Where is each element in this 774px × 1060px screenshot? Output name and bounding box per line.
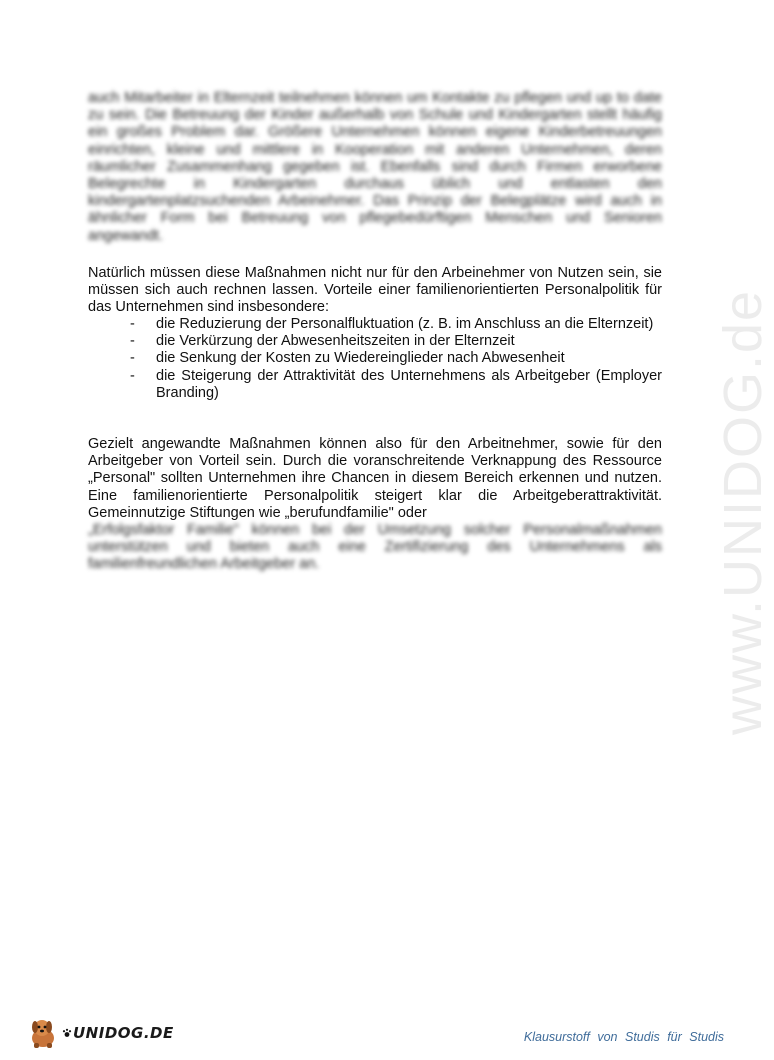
paragraph-advantages-intro: Natürlich müssen diese Maßnahmen nicht nur für den Arbeinehmer von Nutzen sein, sie müssen sich auch rechnen lassen. Vorteile einer familienorientierten Personalpolitik für das Unternehmen sind insbesondere:: [88, 265, 662, 316]
list-item: [130, 350, 662, 367]
logo-text: UNIDOG.DE: [73, 1024, 174, 1042]
bullet-marker: -: [130, 350, 135, 367]
list-item: [130, 368, 662, 402]
list-item-text: die Verkürzung der Abwesenheitszeiten in der Elternzeit: [156, 333, 515, 350]
bullet-marker: -: [130, 316, 135, 332]
bullet-marker: -: [130, 333, 135, 350]
list-item-text: die Senkung der Kosten zu Wiedereinglieder nach Abwesenheit: [156, 350, 565, 367]
footer-logo[interactable]: [26, 1015, 174, 1051]
list-item-text: die Steigerung der Attraktivität des Unternehmens als Arbeitgeber (Employer Branding): [156, 367, 662, 401]
bullet-marker: -: [130, 367, 135, 384]
site-watermark: www.UNIDOG.de: [713, 288, 773, 735]
paragraph-conclusion: Gezielt angewandte Maßnahmen können also für den Arbeitnehmer, sowie für den Arbeitgeber von Vorteil sein. Durch die voranschreitende Verknappung des Ressource „Personal" sollten Unternehmen ihre Chancen in diesem Bereich erkennen und nutzen. Eine familienorientierte Personalpolitik steigert klar die Arbeitgeberattraktivität. Gemeinnutzige Stiftungen wie „berufundfamilie" oder: [88, 436, 662, 521]
blurred-paragraph-top: auch Mitarbeiter in Elternzeit teilnehmen können um Kontakte zu pflegen und up to date zu sein. Die Betreuung der Kinder außerhalb von Schule und Kindergarten stellt häufig ein großes Problem dar. Größere Unternehmen können eigene Kinderbetreuungen einrichten, kleine und mittlere in Kooperation mit anderen Unternehmen, deren räumlicher Zusammenhang gegeben ist. Ebenfalls sind durch Firmen erworbene Belegrechte in Kindergarten durchaus üblich und entlasten den kindergartenplatzsuchenden Arbeinehmer. Das Prinzip der Belegplätze wird auch in ähnlicher Form bei Betreuung von pflegebedürftigen Menschen und Senioren angewandt.: [88, 90, 662, 244]
advantages-list: [130, 316, 662, 402]
dog-icon: [26, 1016, 60, 1050]
list-item: [130, 333, 662, 350]
blurred-paragraph-bottom: „Erfolgsfaktor Familie" können bei der Umsetzung solcher Personalmaßnahmen unterstützen und bieten auch eine Zertifizierung des Unternehmens als familienfreundlichen Arbeitgeber an.: [88, 522, 662, 573]
list-item: [130, 316, 662, 333]
footer-tagline: Klausurstoff von Studis für Studis: [523, 1030, 724, 1044]
paw-icon: [62, 1028, 72, 1038]
list-item-text: die Reduzierung der Personalfluktuation (z. B. im Anschluss an die Elternzeit): [156, 316, 654, 332]
